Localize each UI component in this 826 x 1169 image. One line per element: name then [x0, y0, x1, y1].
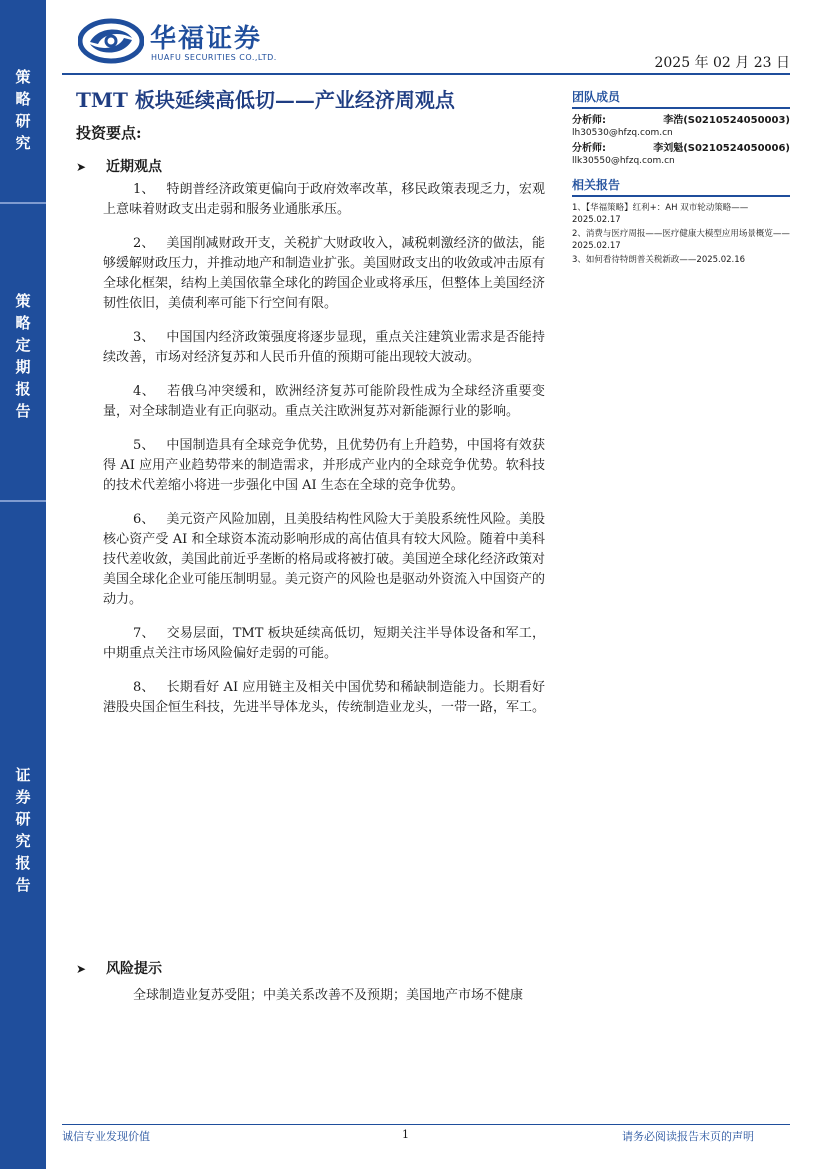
analyst-role: 分析师: — [572, 143, 606, 154]
analyst-row — [572, 114, 790, 128]
analyst-name: 李刘魁(S0210524050006) — [653, 143, 790, 154]
list-item: 2、 美国削减财政开支，关税扩大财政收入，减税刺激经济的做法，能够缓解财政压力，并推动地产和制造业扩张。美国财政支出的收敛或冲击原有全球化框架，结构上美国依靠全球化的跨国企业或将承压，但整体上美国经济韧性依旧，美债利率可能下行空间有限。 — [103, 236, 546, 311]
analyst-email[interactable]: lh30530@hfzq.com.cn — [572, 128, 673, 138]
arrow-bullet-icon: ➤ — [76, 160, 87, 174]
analyst-email[interactable]: llk30550@hfzq.com.cn — [572, 156, 675, 166]
page-number: 1 — [402, 1128, 409, 1141]
list-item: 6、 美元资产风险加剧，且美股结构性风险大于美股系统性风险。美股核心资产受 AI 和全球资本流动影响形成的高估值具有较大风险。随着中美科技代差收敛，美国此前近乎垄断的格局或将被打破。美国逆全球化经济政策对美国全球化企业可能压制明显。美元资产的风险也是驱动外资流入中国资产的动力。 — [103, 512, 546, 607]
footer-disclaimer: 请务必阅读报告末页的声明 — [622, 1130, 754, 1143]
team-heading: 团队成员 — [572, 88, 790, 109]
analyst-name: 李浩(S0210524050003) — [663, 115, 790, 126]
sidebar-divider — [0, 202, 46, 204]
brand-name-en: HUAFU SECURITIES CO.,LTD. — [151, 53, 277, 62]
list-item: 7、 交易层面，TMT 板块延续高低切，短期关注半导体设备和军工，中期重点关注市场风险偏好走弱的可能。 — [103, 626, 545, 661]
list-item: 3、 中国国内经济政策强度将逐步显现，重点关注建筑业需求是否能持续改善，市场对经济复苏和人民币升值的预期可能出现较大波动。 — [103, 330, 545, 365]
report-title: TMT 板块延续高低切——产业经济周观点 — [76, 88, 455, 112]
list-item: 4、 若俄乌冲突缓和，欧洲经济复苏可能阶段性成为全球经济重要变量，对全球制造业有正向驱动。重点关注欧洲复苏对新能源行业的影响。 — [103, 384, 545, 419]
left-sidebar — [0, 0, 46, 1169]
sidebar-label-strategy-research: 策略研究 — [15, 68, 31, 152]
section-recent-view: ➤ 近期观点 — [76, 159, 162, 175]
sidebar-label-strategy-periodic: 策略定期报告 — [15, 292, 31, 420]
analyst-role: 分析师: — [572, 115, 606, 126]
related-report-link[interactable]: 1、【华福策略】红利+：AH 双市轮动策略——2025.02.17 — [572, 203, 749, 225]
list-item: 5、 中国制造具有全球竞争优势，且优势仍有上升趋势，中国将有效获得 AI 应用产业趋势带来的制造需求，并形成产业内的全球竞争优势。软科技的技术代差缩小将进一步强化中国 AI 生态在全球的竞争优势。 — [103, 438, 545, 493]
related-report-link[interactable]: 2、消费与医疗周报——医疗健康大模型应用场景概览——2025.02.17 — [572, 229, 790, 251]
analyst-row — [572, 142, 790, 156]
sidebar-label-securities-research: 证券研究报告 — [15, 766, 31, 894]
arrow-bullet-icon: ➤ — [76, 962, 87, 976]
brand-name-cn: 华福证券 — [150, 24, 263, 54]
investment-highlights-label: 投资要点: — [76, 124, 142, 142]
footer-slogan: 诚信专业发现价值 — [62, 1130, 150, 1143]
report-date: 2025 年 02 月 23 日 — [654, 55, 790, 71]
brand-logo — [78, 18, 318, 66]
sidebar-divider — [0, 500, 46, 502]
risk-text: 全球制造业复苏受阻；中美关系改善不及预期；美国地产市场不健康 — [133, 988, 524, 1003]
list-item: 8、 长期看好 AI 应用链主及相关中国优势和稀缺制造能力。长期看好港股央国企恒生科技，先进半导体龙头，传统制造业龙头，一带一路，军工。 — [103, 680, 546, 715]
side-column — [572, 88, 790, 268]
related-reports-heading: 相关报告 — [572, 176, 790, 197]
recent-view-list — [103, 180, 545, 732]
footer-rule — [62, 1124, 790, 1125]
related-report-link[interactable]: 3、如何看待特朗普关税新政——2025.02.16 — [572, 255, 746, 265]
section-risk: ➤ 风险提示 — [76, 961, 162, 977]
huafu-swirl-logo-icon — [78, 18, 144, 64]
header-rule — [62, 73, 790, 75]
list-item: 1、 特朗普经济政策更偏向于政府效率改革，移民政策表现乏力，宏观上意味着财政支出走弱和服务业通胀承压。 — [103, 182, 545, 217]
